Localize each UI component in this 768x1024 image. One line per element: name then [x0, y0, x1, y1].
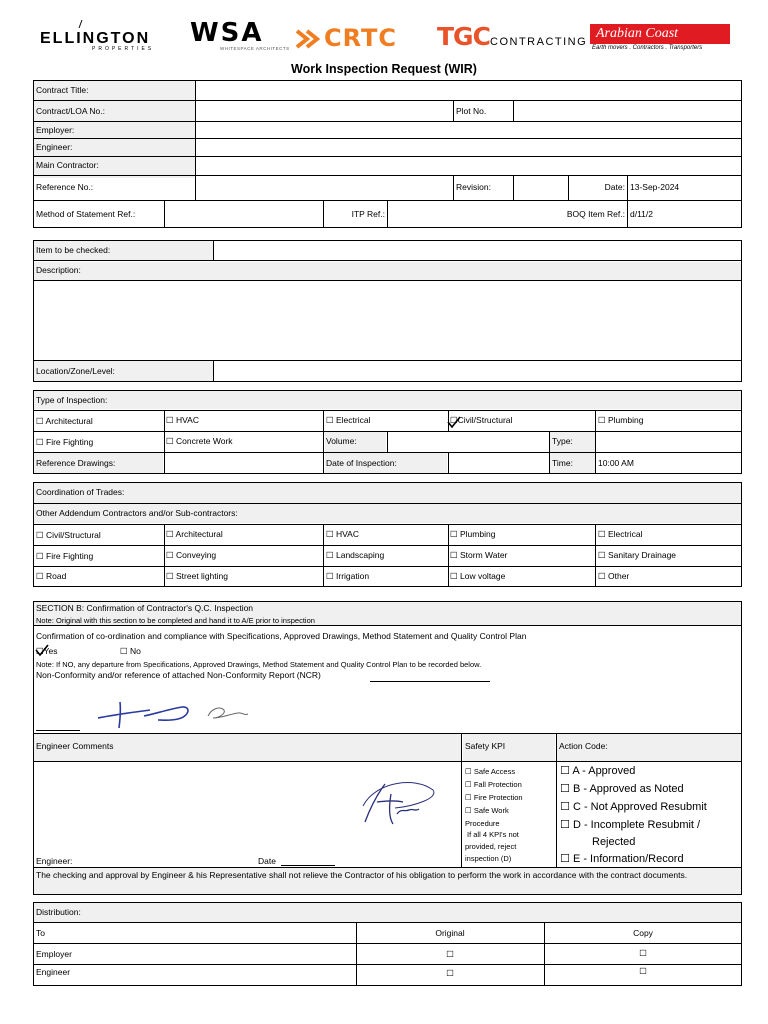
- confirmation-text: Confirmation of co-ordination and compliance with Specifications, Approved Drawings, Method Statement and Quality Control Plan: [36, 631, 527, 641]
- contractor-sign-line: [36, 730, 80, 731]
- checkbox-icon[interactable]: ☐: [36, 572, 44, 582]
- description-label: Description:: [36, 265, 81, 275]
- boq-item-label: BOQ Item Ref.:: [566, 209, 625, 219]
- checkbox-icon[interactable]: ☐: [450, 416, 458, 426]
- volume-label: Volume:: [326, 436, 357, 446]
- trade-option[interactable]: ☐ Electrical: [598, 529, 643, 540]
- checkbox-icon[interactable]: ☐: [465, 793, 472, 802]
- reference-drawings-label: Reference Drawings:: [36, 458, 116, 468]
- other-contractors-label: Other Addendum Contractors and/or Sub-contractors:: [36, 508, 238, 518]
- checkbox-icon[interactable]: ☐: [450, 572, 458, 582]
- contract-title-field[interactable]: [197, 82, 740, 99]
- safety-kpi-item[interactable]: ☐ Fire Protection: [465, 793, 523, 802]
- checkbox-icon[interactable]: ☐: [326, 551, 334, 561]
- type-label: Type:: [552, 436, 573, 446]
- date-label: Date:: [604, 182, 625, 192]
- engineer-date-label: Date: [258, 856, 276, 866]
- contract-loa-field[interactable]: [197, 102, 451, 119]
- safety-kpi-note: provided, reject: [465, 842, 517, 851]
- type-field[interactable]: [597, 433, 740, 450]
- employer-field[interactable]: [197, 122, 740, 137]
- checkbox-icon[interactable]: ☐: [36, 647, 44, 657]
- ellington-logo-sub: PROPERTIES: [92, 46, 155, 52]
- trade-option[interactable]: ☐ Storm Water: [450, 550, 508, 561]
- arabian-coast-name: Arabian Coast: [596, 26, 679, 41]
- crtc-mark-icon: [295, 27, 323, 51]
- checkbox-icon[interactable]: ☐: [598, 572, 606, 582]
- checkbox-icon[interactable]: ☐: [166, 416, 174, 426]
- engineer-field[interactable]: [197, 139, 740, 155]
- section-b-note: Note: Original with this section to be completed and hand it to A/E prior to inspection: [36, 616, 315, 625]
- checkbox-icon[interactable]: ☐: [450, 530, 458, 540]
- contract-loa-label: Contract/LOA No.:: [36, 106, 105, 116]
- page-title: Work Inspection Request (WIR): [291, 62, 477, 76]
- checkbox-icon[interactable]: ☐: [465, 806, 472, 815]
- distribution-row-label: Employer: [36, 949, 72, 959]
- trade-option[interactable]: ☐ Fire Fighting: [36, 551, 94, 562]
- section-b-title: SECTION B: Confirmation of Contractor's Q.C. Inspection: [36, 603, 254, 613]
- checkbox-icon[interactable]: ☐: [598, 530, 606, 540]
- revision-label: Revision:: [456, 182, 491, 192]
- plot-no-label: Plot No.: [456, 106, 487, 116]
- ncr-underline[interactable]: [370, 681, 490, 682]
- safety-kpi-note: Procedure: [465, 819, 500, 828]
- method-statement-field[interactable]: [166, 202, 322, 227]
- no-option[interactable]: ☐ No: [120, 646, 141, 657]
- distribution-row-label: Engineer: [36, 967, 71, 977]
- action-code-option[interactable]: ☐ D - Incomplete Resubmit /: [560, 818, 701, 831]
- action-code-option[interactable]: ☐ C - Not Approved Resubmit: [560, 800, 707, 813]
- trade-option[interactable]: ☐ Sanitary Drainage: [598, 550, 677, 561]
- date-of-inspection-label: Date of Inspection:: [326, 458, 397, 468]
- trade-option[interactable]: ☐ Irrigation: [326, 571, 370, 582]
- distribution-copy-checkbox[interactable]: ☐: [639, 949, 647, 959]
- time-value[interactable]: 10:00 AM: [598, 458, 634, 468]
- trade-option[interactable]: ☐ Low voltage: [450, 571, 506, 582]
- action-code-label: Action Code:: [559, 741, 608, 751]
- trade-option[interactable]: ☐ Street lighting: [166, 571, 228, 582]
- trade-option[interactable]: ☐ Plumbing: [450, 529, 496, 540]
- checkbox-icon[interactable]: ☐: [326, 572, 334, 582]
- reference-no-label: Reference No.:: [36, 182, 94, 192]
- checkbox-icon[interactable]: ☐: [598, 551, 606, 561]
- location-field[interactable]: [215, 362, 740, 380]
- inspection-option-fire-fighting[interactable]: ☐ Fire Fighting: [36, 437, 94, 448]
- checkbox-icon[interactable]: ☐: [36, 417, 44, 427]
- checkbox-icon[interactable]: ☐: [560, 764, 570, 777]
- date-of-inspection-field[interactable]: [450, 454, 548, 472]
- coordination-of-trades-label: Coordination of Trades:: [36, 487, 125, 497]
- reference-drawings-field[interactable]: [166, 454, 322, 472]
- ellington-mark-icon: [79, 20, 91, 28]
- inspection-option-architectural[interactable]: ☐ Architectural: [36, 416, 93, 427]
- trade-option[interactable]: ☐ HVAC: [326, 529, 359, 540]
- revision-field[interactable]: [515, 177, 567, 199]
- action-code-option[interactable]: ☐ B - Approved as Noted: [560, 782, 684, 795]
- yes-option[interactable]: ☐Yes: [36, 646, 58, 657]
- checkbox-icon[interactable]: ☐: [166, 437, 174, 447]
- safety-kpi-note: inspection (D): [465, 854, 512, 863]
- inspection-option-hvac[interactable]: ☐ HVAC: [166, 415, 199, 426]
- distribution-col-original: Original: [435, 928, 465, 938]
- checkbox-icon[interactable]: ☐: [465, 780, 472, 789]
- itp-ref-label: ITP Ref.:: [351, 209, 385, 219]
- wsa-logo-sub: WHITESPACE ARCHITECTS: [220, 46, 290, 51]
- distribution-original-checkbox[interactable]: ☐: [446, 950, 454, 960]
- distribution-col-to: To: [36, 928, 45, 938]
- checkbox-icon[interactable]: ☐: [450, 551, 458, 561]
- logo-bar: [0, 0, 768, 58]
- checkmark-icon: [446, 415, 462, 429]
- checkbox-icon[interactable]: ☐: [36, 552, 44, 562]
- checkbox-icon[interactable]: ☐: [598, 416, 606, 426]
- safety-kpi-item[interactable]: ☐ Safe Work: [465, 806, 509, 815]
- checkbox-icon[interactable]: ☐: [465, 767, 472, 776]
- engineer-signature: [355, 776, 440, 830]
- safety-kpi-note: If all 4 KPI's not: [467, 830, 519, 839]
- type-of-inspection-label: Type of Inspection:: [36, 395, 108, 405]
- inspection-option-electrical[interactable]: ☐ Electrical: [326, 415, 371, 426]
- distribution-col-copy: Copy: [633, 928, 653, 938]
- action-code-d-continued: Rejected: [592, 836, 636, 848]
- action-code-option[interactable]: [560, 852, 684, 866]
- date-value[interactable]: 13-Sep-2024: [630, 182, 680, 192]
- tgc-logo-sub: CONTRACTING: [490, 36, 588, 48]
- volume-field[interactable]: [389, 433, 547, 450]
- arabian-coast-tagline: Earth movers . Contractors . Transporters: [592, 45, 703, 51]
- checkbox-icon[interactable]: ☐: [560, 800, 570, 813]
- wsa-logo: WSA: [190, 18, 264, 48]
- tgc-logo: TGC: [437, 22, 490, 51]
- distribution-copy-checkbox[interactable]: ☐: [639, 967, 647, 977]
- distribution-label: Distribution:: [36, 907, 81, 917]
- trade-option[interactable]: ☐ Architectural: [166, 529, 223, 540]
- engineer-label: Engineer:: [36, 142, 73, 152]
- trade-option[interactable]: ☐ Road: [36, 571, 67, 582]
- time-label: Time:: [552, 458, 573, 468]
- boq-item-value[interactable]: d/11/2: [630, 209, 654, 219]
- trade-option[interactable]: ☐ Civil/Structural: [36, 530, 101, 541]
- inspection-option-civil-structural[interactable]: ☐Civil/Structural: [450, 415, 513, 426]
- safety-kpi-item[interactable]: ☐ Safe Access: [465, 767, 516, 776]
- inspection-option-plumbing[interactable]: ☐ Plumbing: [598, 415, 644, 426]
- ncr-label: Non-Conformity and/or reference of attached Non-Conformity Report (NCR): [36, 670, 321, 680]
- description-field[interactable]: [35, 282, 740, 359]
- checkbox-icon[interactable]: ☐: [36, 531, 44, 541]
- distribution-original-checkbox[interactable]: ☐: [446, 969, 454, 979]
- checkbox-icon[interactable]: ☐: [120, 647, 128, 657]
- safety-kpi-item[interactable]: ☐ Fall Protection: [465, 780, 522, 789]
- checkbox-icon[interactable]: ☐: [326, 416, 334, 426]
- method-statement-label: Method of Statement Ref.:: [36, 209, 136, 219]
- checkmark-icon: [34, 643, 50, 657]
- engineer-sign-label: Engineer:: [36, 856, 73, 866]
- reference-no-field[interactable]: [197, 177, 451, 199]
- action-e-label: E - Information/Record: [572, 853, 684, 865]
- item-to-check-label: Item to be checked:: [36, 245, 111, 255]
- plot-no-field[interactable]: [515, 102, 740, 119]
- item-to-check-field[interactable]: [215, 242, 740, 259]
- trade-option[interactable]: ☐ Other: [598, 571, 630, 582]
- main-contractor-label: Main Contractor:: [36, 160, 99, 170]
- trade-option[interactable]: ☐ Conveying: [166, 550, 217, 561]
- checkbox-icon[interactable]: ☐: [36, 438, 44, 448]
- checkbox-icon[interactable]: ☐: [560, 818, 570, 831]
- main-contractor-field[interactable]: [197, 157, 740, 174]
- engineer-date-line[interactable]: [281, 865, 335, 866]
- crtc-logo: CRTC: [324, 24, 397, 52]
- action-code-option[interactable]: ☐ A - Approved: [560, 764, 636, 777]
- departure-note: Note: If NO, any departure from Specifications, Approved Drawings, Method Statement and Quality Control Plan to be recorded below.: [36, 660, 482, 669]
- location-label: Location/Zone/Level:: [36, 366, 115, 376]
- checkbox-icon[interactable]: ☐: [560, 782, 570, 795]
- inspection-option-concrete-work[interactable]: ☐ Concrete Work: [166, 436, 233, 447]
- checkbox-icon[interactable]: ☐: [560, 852, 570, 865]
- contractor-signature: [92, 696, 257, 732]
- trade-option[interactable]: ☐ Landscaping: [326, 550, 385, 561]
- checkbox-icon[interactable]: ☐: [166, 551, 174, 561]
- employer-label: Employer:: [36, 125, 75, 135]
- itp-ref-field[interactable]: [389, 202, 569, 227]
- checkbox-icon[interactable]: ☐: [166, 530, 174, 540]
- checkbox-icon[interactable]: ☐: [326, 530, 334, 540]
- contract-title-label: Contract Title:: [36, 85, 89, 95]
- ellington-logo: ELLINGTON: [40, 30, 151, 47]
- safety-kpi-label: Safety KPI: [465, 741, 506, 751]
- checkbox-icon[interactable]: ☐: [166, 572, 174, 582]
- disclaimer-text: The checking and approval by Engineer & his Representative shall not relieve the Contractor of his obligation to perform the work in accordance with the contract documents.: [36, 870, 688, 880]
- arabian-coast-logo: [590, 24, 730, 44]
- engineer-comments-label: Engineer Comments: [36, 741, 114, 751]
